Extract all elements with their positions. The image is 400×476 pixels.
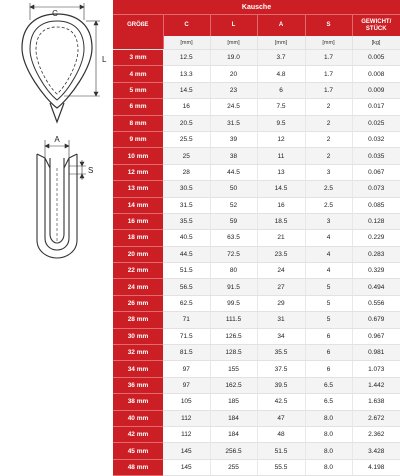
cell-l: 184 xyxy=(210,410,257,426)
cell-size: 32 mm xyxy=(113,345,163,361)
table-row xyxy=(113,246,400,262)
cell-weight: 4.198 xyxy=(352,459,400,475)
cell-size: 8 mm xyxy=(113,115,163,131)
cell-s: 6.5 xyxy=(305,377,352,393)
cell-l: 128.5 xyxy=(210,345,257,361)
cell-a: 13 xyxy=(257,164,305,180)
cell-s: 2 xyxy=(305,99,352,115)
cell-a: 37.5 xyxy=(257,361,305,377)
cell-l: 19.0 xyxy=(210,50,257,66)
cell-size: 28 mm xyxy=(113,312,163,328)
cell-weight: 0.008 xyxy=(352,66,400,82)
cell-size: 6 mm xyxy=(113,99,163,115)
unit-weight: [kg] xyxy=(352,36,400,50)
cell-l: 111.5 xyxy=(210,312,257,328)
cell-weight: 0.494 xyxy=(352,279,400,295)
cell-size: 42 mm xyxy=(113,426,163,442)
cell-c: 44.5 xyxy=(163,246,210,262)
label-a: A xyxy=(54,135,60,144)
cell-s: 6.5 xyxy=(305,394,352,410)
cell-a: 7.5 xyxy=(257,99,305,115)
cell-s: 4 xyxy=(305,263,352,279)
cell-weight: 0.128 xyxy=(352,213,400,229)
cell-size: 40 mm xyxy=(113,410,163,426)
cell-size: 16 mm xyxy=(113,213,163,229)
cell-l: 185 xyxy=(210,394,257,410)
table-row xyxy=(113,459,400,475)
cell-c: 62.5 xyxy=(163,295,210,311)
unit-size xyxy=(113,36,163,50)
cell-l: 50 xyxy=(210,181,257,197)
cell-l: 24.5 xyxy=(210,99,257,115)
cell-c: 16 xyxy=(163,99,210,115)
cell-a: 12 xyxy=(257,131,305,147)
cell-c: 71 xyxy=(163,312,210,328)
cell-c: 112 xyxy=(163,426,210,442)
cell-c: 71.5 xyxy=(163,328,210,344)
cell-size: 9 mm xyxy=(113,131,163,147)
cell-s: 8.0 xyxy=(305,459,352,475)
unit-a: [mm] xyxy=(257,36,305,50)
table-row xyxy=(113,345,400,361)
cell-weight: 0.283 xyxy=(352,246,400,262)
cell-size: 48 mm xyxy=(113,459,163,475)
cell-weight: 0.329 xyxy=(352,263,400,279)
cell-a: 6 xyxy=(257,82,305,98)
cell-l: 256.5 xyxy=(210,443,257,459)
header-size: GRÖßE xyxy=(113,15,163,37)
cell-l: 99.5 xyxy=(210,295,257,311)
cell-weight: 1.073 xyxy=(352,361,400,377)
cell-a: 31 xyxy=(257,312,305,328)
cell-c: 25 xyxy=(163,148,210,164)
table-row xyxy=(113,377,400,393)
table-row xyxy=(113,394,400,410)
table-row xyxy=(113,164,400,180)
label-s: S xyxy=(88,166,94,175)
cell-s: 4 xyxy=(305,246,352,262)
cell-s: 8.0 xyxy=(305,410,352,426)
cell-s: 8.0 xyxy=(305,426,352,442)
cell-weight: 0.032 xyxy=(352,131,400,147)
table-row xyxy=(113,410,400,426)
table-row xyxy=(113,230,400,246)
cell-s: 6 xyxy=(305,361,352,377)
cell-s: 6 xyxy=(305,345,352,361)
cell-s: 6 xyxy=(305,328,352,344)
cell-size: 45 mm xyxy=(113,443,163,459)
cell-size: 13 mm xyxy=(113,181,163,197)
label-c: C xyxy=(52,9,58,18)
thimble-drawing xyxy=(0,0,112,430)
table-row xyxy=(113,328,400,344)
cell-c: 112 xyxy=(163,410,210,426)
table-row xyxy=(113,263,400,279)
table-row xyxy=(113,312,400,328)
cell-s: 2 xyxy=(305,131,352,147)
cell-weight: 0.556 xyxy=(352,295,400,311)
thimble-top-view xyxy=(22,14,92,122)
cell-c: 12.5 xyxy=(163,50,210,66)
table-row xyxy=(113,279,400,295)
cell-a: 4.8 xyxy=(257,66,305,82)
cell-weight: 0.679 xyxy=(352,312,400,328)
cell-weight: 0.025 xyxy=(352,115,400,131)
cell-s: 1.7 xyxy=(305,66,352,82)
cell-s: 2.5 xyxy=(305,181,352,197)
table-row xyxy=(113,197,400,213)
cell-s: 8.0 xyxy=(305,443,352,459)
cell-s: 1.7 xyxy=(305,50,352,66)
cell-c: 105 xyxy=(163,394,210,410)
table-row xyxy=(113,50,400,66)
cell-s: 4 xyxy=(305,230,352,246)
header-s: S xyxy=(305,15,352,37)
cell-a: 14.5 xyxy=(257,181,305,197)
table-row xyxy=(113,295,400,311)
table-row xyxy=(113,426,400,442)
cell-weight: 0.035 xyxy=(352,148,400,164)
table-row xyxy=(113,148,400,164)
cell-a: 24 xyxy=(257,263,305,279)
cell-a: 11 xyxy=(257,148,305,164)
cell-s: 2 xyxy=(305,115,352,131)
cell-l: 72.5 xyxy=(210,246,257,262)
cell-c: 31.5 xyxy=(163,197,210,213)
cell-a: 35.5 xyxy=(257,345,305,361)
cell-a: 3.7 xyxy=(257,50,305,66)
cell-l: 44.5 xyxy=(210,164,257,180)
cell-l: 126.5 xyxy=(210,328,257,344)
cell-l: 63.5 xyxy=(210,230,257,246)
unit-c: [mm] xyxy=(163,36,210,50)
cell-size: 38 mm xyxy=(113,394,163,410)
cell-size: 20 mm xyxy=(113,246,163,262)
cell-l: 80 xyxy=(210,263,257,279)
cell-c: 25.5 xyxy=(163,131,210,147)
cell-size: 30 mm xyxy=(113,328,163,344)
cell-size: 5 mm xyxy=(113,82,163,98)
cell-a: 9.5 xyxy=(257,115,305,131)
label-l: L xyxy=(102,55,107,64)
cell-l: 31.5 xyxy=(210,115,257,131)
cell-size: 34 mm xyxy=(113,361,163,377)
table-row xyxy=(113,213,400,229)
cell-c: 51.5 xyxy=(163,263,210,279)
cell-a: 27 xyxy=(257,279,305,295)
cell-weight: 0.005 xyxy=(352,50,400,66)
cell-l: 23 xyxy=(210,82,257,98)
cell-size: 22 mm xyxy=(113,263,163,279)
cell-weight: 0.229 xyxy=(352,230,400,246)
cell-size: 4 mm xyxy=(113,66,163,82)
cell-c: 14.5 xyxy=(163,82,210,98)
cell-l: 20 xyxy=(210,66,257,82)
cell-c: 145 xyxy=(163,459,210,475)
cell-size: 12 mm xyxy=(113,164,163,180)
cell-s: 5 xyxy=(305,312,352,328)
cell-weight: 0.017 xyxy=(352,99,400,115)
cell-l: 255 xyxy=(210,459,257,475)
cell-size: 26 mm xyxy=(113,295,163,311)
cell-a: 55.5 xyxy=(257,459,305,475)
cell-s: 2 xyxy=(305,148,352,164)
cell-l: 155 xyxy=(210,361,257,377)
cell-weight: 0.009 xyxy=(352,82,400,98)
cell-c: 30.5 xyxy=(163,181,210,197)
cell-size: 24 mm xyxy=(113,279,163,295)
cell-weight: 0.067 xyxy=(352,164,400,180)
cell-weight: 0.967 xyxy=(352,328,400,344)
header-weight: GEWICHT/ STÜCK xyxy=(352,15,400,37)
cell-c: 35.5 xyxy=(163,213,210,229)
cell-s: 5 xyxy=(305,295,352,311)
cell-s: 1.7 xyxy=(305,82,352,98)
cell-a: 23.5 xyxy=(257,246,305,262)
dimension-l xyxy=(64,21,100,96)
cell-size: 14 mm xyxy=(113,197,163,213)
cell-c: 13.3 xyxy=(163,66,210,82)
cell-s: 2.5 xyxy=(305,197,352,213)
table-row xyxy=(113,115,400,131)
cell-c: 56.5 xyxy=(163,279,210,295)
table-row xyxy=(113,82,400,98)
cell-l: 52 xyxy=(210,197,257,213)
cell-weight: 2.672 xyxy=(352,410,400,426)
cell-a: 47 xyxy=(257,410,305,426)
unit-s: [mm] xyxy=(305,36,352,50)
cell-c: 97 xyxy=(163,361,210,377)
cell-s: 3 xyxy=(305,213,352,229)
cell-l: 162.5 xyxy=(210,377,257,393)
cell-a: 16 xyxy=(257,197,305,213)
cell-a: 51.5 xyxy=(257,443,305,459)
cell-weight: 1.442 xyxy=(352,377,400,393)
cell-a: 34 xyxy=(257,328,305,344)
table-row xyxy=(113,66,400,82)
cell-l: 38 xyxy=(210,148,257,164)
cell-l: 184 xyxy=(210,426,257,442)
header-l: L xyxy=(210,15,257,37)
cell-l: 39 xyxy=(210,131,257,147)
table-row xyxy=(113,99,400,115)
table-row xyxy=(113,361,400,377)
cell-a: 21 xyxy=(257,230,305,246)
header-a: A xyxy=(257,15,305,37)
cell-a: 42.5 xyxy=(257,394,305,410)
cell-weight: 2.362 xyxy=(352,426,400,442)
thimble-spec-table xyxy=(113,0,400,476)
cell-c: 20.5 xyxy=(163,115,210,131)
table-row xyxy=(113,131,400,147)
cell-l: 59 xyxy=(210,213,257,229)
cell-c: 81.5 xyxy=(163,345,210,361)
cell-l: 91.5 xyxy=(210,279,257,295)
cell-size: 36 mm xyxy=(113,377,163,393)
cell-c: 40.5 xyxy=(163,230,210,246)
cell-size: 3 mm xyxy=(113,50,163,66)
cell-weight: 0.981 xyxy=(352,345,400,361)
cell-size: 18 mm xyxy=(113,230,163,246)
cell-a: 29 xyxy=(257,295,305,311)
cell-weight: 0.073 xyxy=(352,181,400,197)
table-title: Kausche xyxy=(113,0,400,15)
cell-weight: 3.428 xyxy=(352,443,400,459)
cell-a: 48 xyxy=(257,426,305,442)
table-row xyxy=(113,443,400,459)
cell-c: 28 xyxy=(163,164,210,180)
table-row xyxy=(113,181,400,197)
unit-l: [mm] xyxy=(210,36,257,50)
cell-c: 97 xyxy=(163,377,210,393)
cell-a: 39.5 xyxy=(257,377,305,393)
cell-s: 3 xyxy=(305,164,352,180)
cell-a: 18.5 xyxy=(257,213,305,229)
cell-c: 145 xyxy=(163,443,210,459)
table-body xyxy=(113,50,400,476)
cell-weight: 1.638 xyxy=(352,394,400,410)
thimble-side-view xyxy=(37,154,77,258)
header-c: C xyxy=(163,15,210,37)
cell-weight: 0.085 xyxy=(352,197,400,213)
cell-size: 10 mm xyxy=(113,148,163,164)
cell-s: 5 xyxy=(305,279,352,295)
